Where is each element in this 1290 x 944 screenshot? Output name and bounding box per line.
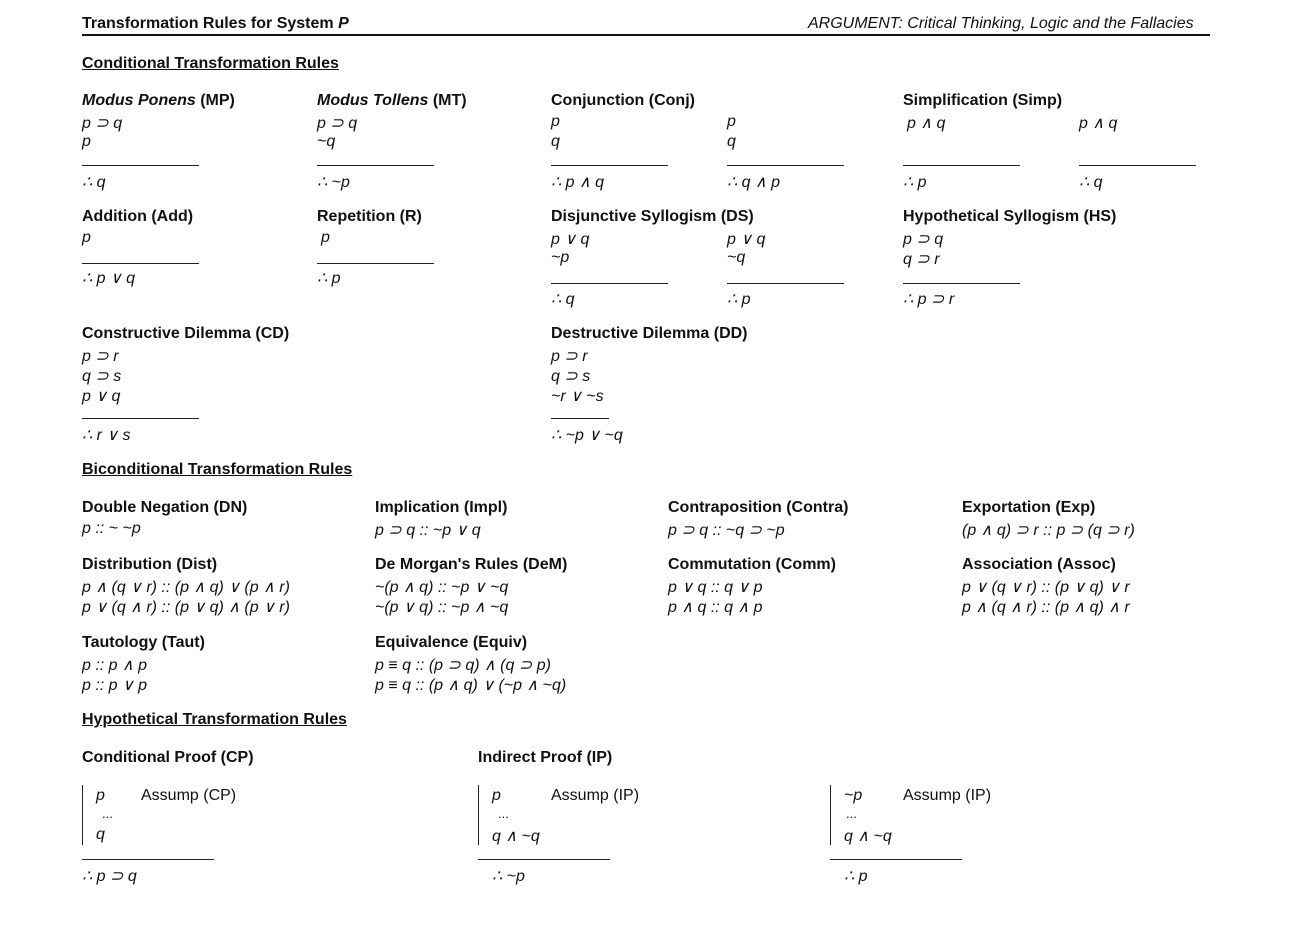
header-rule xyxy=(82,34,1210,36)
rule-title-impl: Implication (Impl) xyxy=(375,499,508,516)
rule-line: (p ∧ q) ⊃ r :: p ⊃ (q ⊃ r) xyxy=(962,522,1135,539)
rule-title-equiv: Equivalence (Equiv) xyxy=(375,634,528,651)
inference-bar xyxy=(82,263,199,264)
inference-bar xyxy=(82,418,199,419)
rule-title-dn: Double Negation (DN) xyxy=(82,499,248,516)
assumption-label: Assump (IP) xyxy=(551,787,640,804)
rule-line: p ⊃ q :: ~p ∨ q xyxy=(375,522,481,539)
inference-bar xyxy=(82,165,199,166)
rule-line: p ⊃ q :: ~q ⊃ ~p xyxy=(668,522,785,539)
conclusion: ∴ p xyxy=(844,868,868,885)
rule-line: p ≡ q :: (p ⊃ q) ∧ (q ⊃ p) xyxy=(375,657,551,674)
ellipsis: ... xyxy=(102,806,113,821)
rule-abbr: (MT) xyxy=(428,92,467,109)
premise: p ⊃ q xyxy=(82,115,123,132)
rule-title-ds: Disjunctive Syllogism (DS) xyxy=(551,208,754,225)
subproof-last-line: q ∧ ~q xyxy=(492,828,540,845)
rule-line: p :: ~ ~p xyxy=(82,520,141,537)
premise: ~p xyxy=(551,249,570,266)
page-title-text: Transformation Rules for System xyxy=(82,15,339,32)
conclusion: ∴ p ∨ q xyxy=(82,270,136,287)
subproof-bar xyxy=(478,785,479,845)
rule-line: p ∧ (q ∨ r) :: (p ∧ q) ∨ (p ∧ r) xyxy=(82,579,290,596)
rule-line: p ∨ q :: q ∨ p xyxy=(668,579,763,596)
rule-title-hs: Hypothetical Syllogism (HS) xyxy=(903,208,1117,225)
conclusion: ∴ ~p ∨ ~q xyxy=(551,427,623,444)
inference-bar xyxy=(830,859,962,860)
premise: ~q xyxy=(727,249,746,266)
rule-title-mt xyxy=(317,92,467,110)
rule-line: p ∧ q :: q ∧ p xyxy=(668,599,763,616)
conclusion: ∴ p xyxy=(727,291,751,308)
conclusion: ∴ q xyxy=(82,174,106,191)
subproof-bar xyxy=(830,785,831,845)
premise: p ⊃ q xyxy=(317,115,358,132)
section-heading-biconditional: Biconditional Transformation Rules xyxy=(82,461,353,478)
conclusion: ∴ q xyxy=(551,291,575,308)
rule-title-taut: Tautology (Taut) xyxy=(82,634,205,651)
rule-line: ~(p ∨ q) :: ~p ∧ ~q xyxy=(375,599,509,616)
conclusion: ∴ p xyxy=(903,174,927,191)
premise: ~r ∨ ~s xyxy=(551,388,604,405)
rule-line: p ∨ (q ∧ r) :: (p ∨ q) ∧ (p ∨ r) xyxy=(82,599,290,616)
conclusion: ∴ ~p xyxy=(317,174,350,191)
rule-title-cp: Conditional Proof (CP) xyxy=(82,749,254,766)
section-heading-conditional: Conditional Transformation Rules xyxy=(82,55,339,72)
assumption-label: Assump (IP) xyxy=(903,787,992,804)
conclusion: ∴ q xyxy=(1079,174,1103,191)
inference-bar xyxy=(727,165,844,166)
rule-title-cd: Constructive Dilemma (CD) xyxy=(82,325,290,342)
inference-bar xyxy=(727,283,844,284)
inference-bar xyxy=(317,263,434,264)
rule-line: p ∧ (q ∧ r) :: (p ∧ q) ∧ r xyxy=(962,599,1130,616)
inference-bar xyxy=(551,165,668,166)
rule-title-simp: Simplification (Simp) xyxy=(903,92,1063,109)
conclusion: ∴ p xyxy=(317,270,341,287)
inference-bar xyxy=(478,859,610,860)
premise: p ⊃ r xyxy=(551,348,588,365)
rule-title-contra: Contraposition (Contra) xyxy=(668,499,849,516)
conclusion: ∴ p ⊃ q xyxy=(82,868,137,885)
premise: ~q xyxy=(317,133,336,150)
premise: p ⊃ r xyxy=(82,348,119,365)
ellipsis: ... xyxy=(846,806,857,821)
conclusion: ∴ q ∧ p xyxy=(727,174,781,191)
premise: p xyxy=(727,113,736,130)
premise: p ∨ q xyxy=(551,231,590,248)
premise: p ∧ q xyxy=(1079,115,1118,132)
rule-title-dist: Distribution (Dist) xyxy=(82,556,218,573)
rule-title-dd: Destructive Dilemma (DD) xyxy=(551,325,748,342)
assumption-label: Assump (CP) xyxy=(141,787,237,804)
rule-title-rep: Repetition (R) xyxy=(317,208,422,225)
assumption: p xyxy=(492,787,501,804)
premise: p ∨ q xyxy=(82,388,121,405)
rule-abbr: (MP) xyxy=(195,92,235,109)
rule-line: p ≡ q :: (p ∧ q) ∨ (~p ∧ ~q) xyxy=(375,677,567,694)
conclusion: ∴ p ∧ q xyxy=(551,174,605,191)
premise: p xyxy=(82,133,91,150)
premise: p ∧ q xyxy=(907,115,946,132)
rule-title-conj: Conjunction (Conj) xyxy=(551,92,695,109)
rule-title-comm: Commutation (Comm) xyxy=(668,556,836,573)
premise: p ⊃ q xyxy=(903,231,944,248)
inference-bar xyxy=(903,283,1020,284)
conclusion: ∴ ~p xyxy=(492,868,525,885)
rule-title-exp: Exportation (Exp) xyxy=(962,499,1096,516)
inference-bar xyxy=(82,859,214,860)
section-heading-hypothetical: Hypothetical Transformation Rules xyxy=(82,711,347,728)
inference-bar xyxy=(551,418,609,419)
rule-name: Modus Tollens xyxy=(317,92,429,109)
system-name: P xyxy=(338,15,349,32)
inference-bar xyxy=(1079,165,1196,166)
premise: p ∨ q xyxy=(727,231,766,248)
premise: p xyxy=(82,229,91,246)
subproof-last-line: q xyxy=(96,826,105,843)
ellipsis: ... xyxy=(498,806,509,821)
premise: q ⊃ r xyxy=(903,251,940,268)
inference-bar xyxy=(317,165,434,166)
subproof-last-line: q ∧ ~q xyxy=(844,828,892,845)
rule-line: ~(p ∧ q) :: ~p ∨ ~q xyxy=(375,579,509,596)
conclusion: ∴ p ⊃ r xyxy=(903,291,955,308)
premise: q xyxy=(727,133,736,150)
rule-line: p :: p ∨ p xyxy=(82,677,148,694)
rule-title-mp xyxy=(82,92,235,110)
rule-line: p ∨ (q ∨ r) :: (p ∨ q) ∨ r xyxy=(962,579,1130,596)
rule-line: p :: p ∧ p xyxy=(82,657,148,674)
inference-bar xyxy=(903,165,1020,166)
premise: p xyxy=(551,113,560,130)
rule-title-assoc: Association (Assoc) xyxy=(962,556,1116,573)
inference-bar xyxy=(551,283,668,284)
premise: p xyxy=(321,229,330,246)
book-title: ARGUMENT: Critical Thinking, Logic and the Fallacies xyxy=(808,15,1194,32)
subproof-bar xyxy=(82,785,83,845)
assumption: p xyxy=(96,787,105,804)
premise: q xyxy=(551,133,560,150)
conclusion: ∴ r ∨ s xyxy=(82,427,131,444)
rule-title-add: Addition (Add) xyxy=(82,208,194,225)
page-title xyxy=(82,15,349,33)
rule-title-ip: Indirect Proof (IP) xyxy=(478,749,613,766)
premise: q ⊃ s xyxy=(82,368,122,385)
rule-name: Modus Ponens xyxy=(82,92,196,109)
premise: q ⊃ s xyxy=(551,368,591,385)
rule-title-dem: De Morgan's Rules (DeM) xyxy=(375,556,568,573)
assumption: ~p xyxy=(844,787,863,804)
